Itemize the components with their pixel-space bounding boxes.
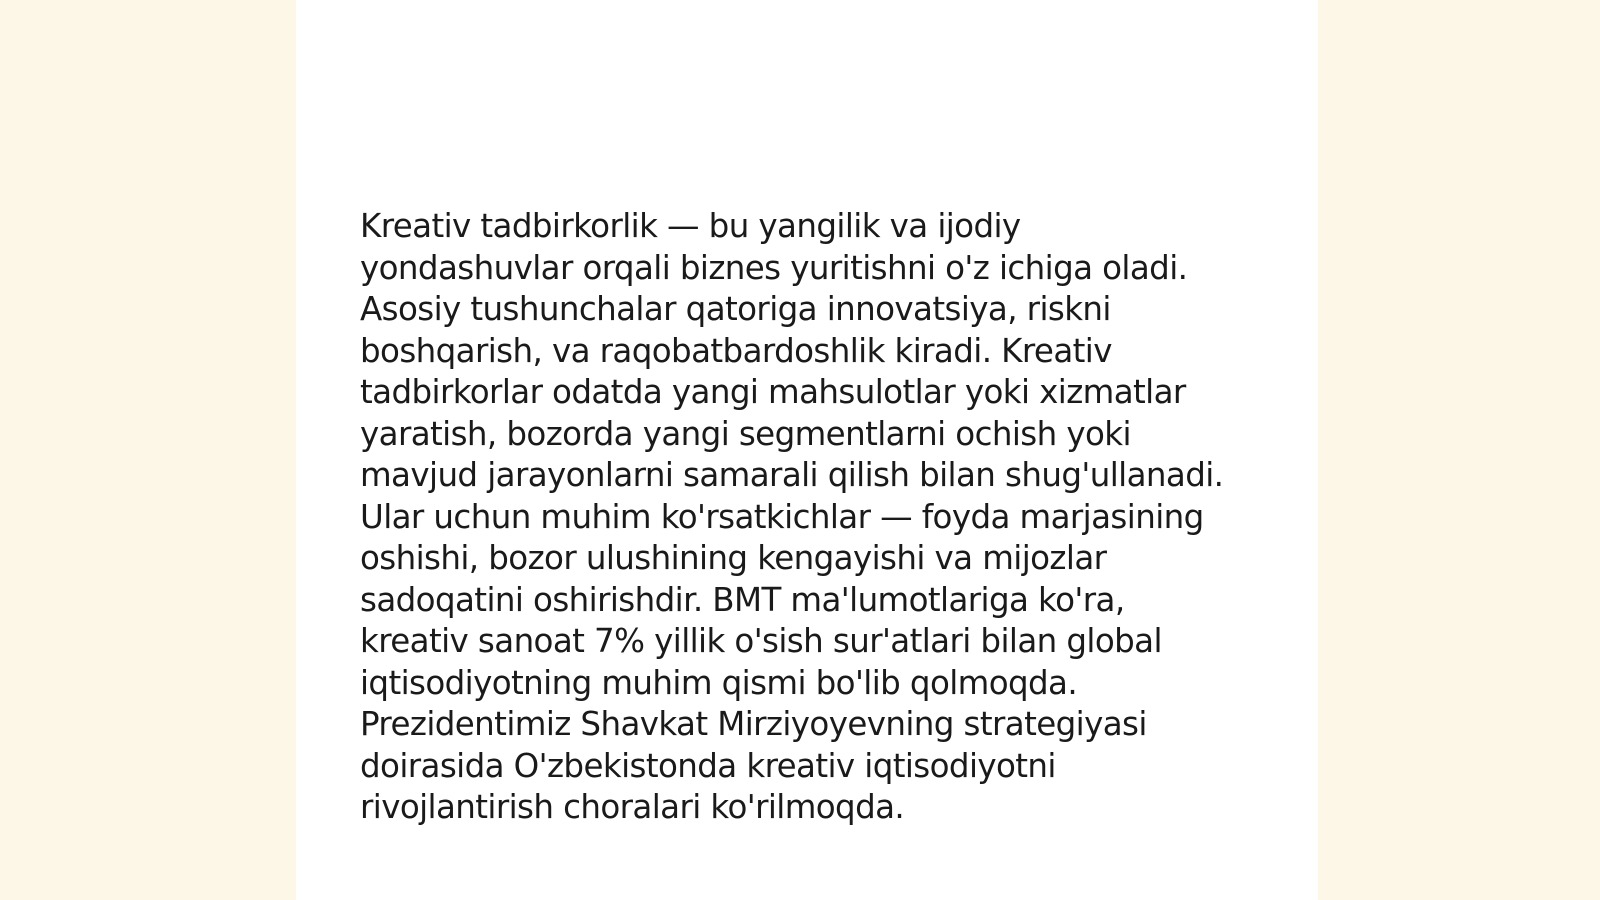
- body-paragraph: Kreativ tadbirkorlik — bu yangilik va ijodiy yondashuvlar orqali biznes yuritishni o'z ichiga oladi. Asosiy tushunchalar qatoriga innovatsiya, riskni boshqarish, va raqobatbardoshlik kiradi. Kreativ tadbirkorlar odatda yangi mahsulotlar yoki xizmatlar yaratish, bozorda yangi segmentlarni ochish yoki mavjud jarayonlarni samarali qilish bilan shug'ullanadi. Ular uchun muhim ko'rsatkichlar — foyda marjasining oshishi, bozor ulushining kengayishi va mijozlar sadoqatini oshirishdir. BMT ma'lumotlariga ko'ra, kreativ sanoat 7% yillik o'sish sur'atlari bilan global iqtisodiyotning muhim qismi bo'lib qolmoqda. Prezidentimiz Shavkat Mirziyoyevning strategiyasi doirasida O'zbekistonda kreativ iqtisodiyotni rivojlantirish choralari ko'rilmoqda.: [360, 207, 1224, 826]
- document-page: [296, 0, 1318, 900]
